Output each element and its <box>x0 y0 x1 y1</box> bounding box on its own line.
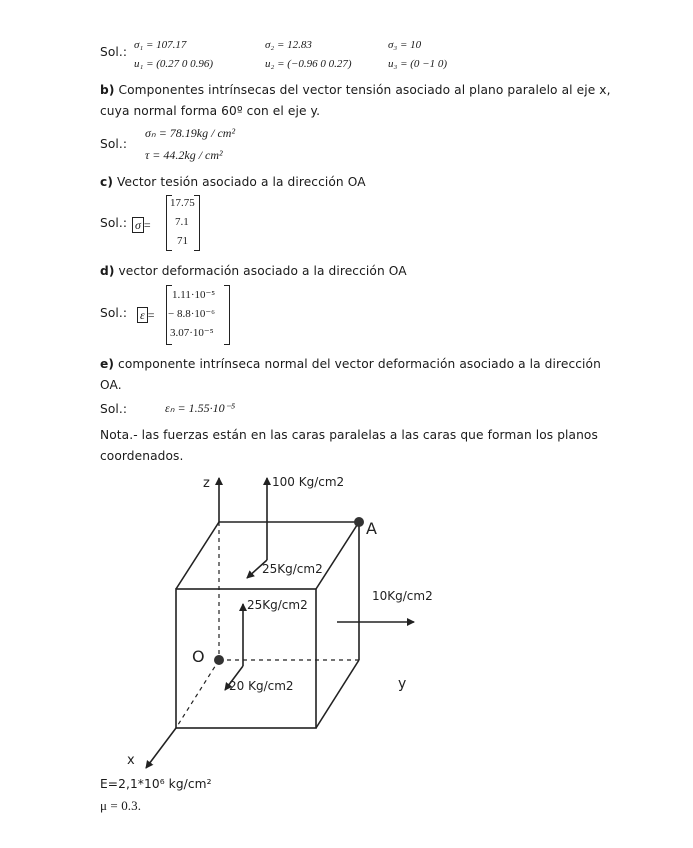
sol-d-vector-symbol: ε = <box>137 304 155 323</box>
cube-hidden-edge <box>176 660 219 728</box>
part-d-line <box>100 264 407 278</box>
part-c-letter: c) <box>100 175 113 189</box>
epsilon-symbol: ε <box>137 307 148 323</box>
young-modulus: E=2,1*10⁶ kg/cm² <box>100 777 212 791</box>
nota-line1: Nota.- las fuerzas están en las caras paralelas a las caras que forman los planos <box>100 428 598 442</box>
sol-b-label: Sol.: <box>100 137 128 151</box>
matrix-d-row: − 8.8·10⁻⁶ <box>168 308 216 320</box>
sigma-2: σ₂ = 12.83 <box>265 39 312 51</box>
u-1: u₁ = (0.27 0 0.96) <box>134 58 214 70</box>
u-3: u₃ = (0 −1 0) <box>388 58 447 70</box>
force-top-shear-label: 25Kg/cm2 <box>262 562 323 576</box>
matrix-d-right-bracket <box>224 285 230 345</box>
force-top-label: 100 Kg/cm2 <box>272 475 345 489</box>
sol-e-label: Sol.: <box>100 402 128 416</box>
matrix-c-row: 7.1 <box>175 216 189 228</box>
sol-c-label: Sol.: <box>100 216 128 230</box>
force-side-label: 10Kg/cm2 <box>372 589 433 603</box>
cube-front-face <box>176 589 316 728</box>
cube-edge <box>316 660 359 728</box>
part-e-line2: OA. <box>100 378 122 392</box>
sol-b-tangential: τ = 44.2kg / cm² <box>145 148 223 162</box>
sigma-3: σ₃ = 10 <box>388 39 422 51</box>
u-2: u₂ = (−0.96 0 0.27) <box>265 58 352 70</box>
force-arrow-front <box>225 666 243 690</box>
part-e-letter: e) <box>100 357 115 371</box>
poisson-ratio: μ = 0.3. <box>100 798 142 813</box>
point-a <box>354 517 364 527</box>
matrix-c-row: 71 <box>177 235 188 247</box>
part-d-text: vector deformación asociado a la dirección OA <box>118 264 407 278</box>
nota-line2: coordenados. <box>100 449 184 463</box>
cube-edge <box>316 522 359 589</box>
sol-a-label: Sol.: <box>100 45 128 59</box>
force-arrow-top-shear <box>247 560 267 578</box>
part-c-line <box>100 175 366 189</box>
force-front-shear-label: 25Kg/cm2 <box>247 598 308 612</box>
y-axis-label: y <box>398 676 407 692</box>
matrix-d-row: 1.11·10⁻⁵ <box>172 289 216 301</box>
part-b-letter: b) <box>100 83 115 97</box>
sol-e-value: εₙ = 1.55·10⁻⁵ <box>165 401 236 415</box>
sigma-1: σ₁ = 107.17 <box>134 39 187 51</box>
cube-edge <box>176 522 219 589</box>
sol-c-vector-symbol: σ = <box>132 214 151 233</box>
x-axis <box>146 728 176 768</box>
z-axis-label: z <box>203 476 210 491</box>
part-e-line1 <box>100 357 601 371</box>
origin-point <box>214 655 224 665</box>
sigma-symbol: σ <box>132 217 144 233</box>
point-a-label: A <box>366 519 377 538</box>
part-e-text1: componente intrínseca normal del vector deformación asociado a la dirección <box>118 357 601 371</box>
part-b-text1: Componentes intrínsecas del vector tensión asociado al plano paralelo al eje x, <box>118 83 611 97</box>
sol-d-label: Sol.: <box>100 306 128 320</box>
part-b-line1 <box>100 83 611 97</box>
x-axis-label: x <box>127 753 135 768</box>
origin-label: O <box>192 647 205 666</box>
matrix-c-row: 17.75 <box>170 197 195 209</box>
matrix-d-row: 3.07·10⁻⁵ <box>170 327 214 339</box>
sol-b-normal: σₙ = 78.19kg / cm² <box>145 126 236 140</box>
part-d-letter: d) <box>100 264 115 278</box>
force-front-label: 20 Kg/cm2 <box>229 679 294 693</box>
part-b-line2: cuya normal forma 60º con el eje y. <box>100 104 321 118</box>
part-c-text: Vector tesión asociado a la dirección OA <box>116 175 366 189</box>
